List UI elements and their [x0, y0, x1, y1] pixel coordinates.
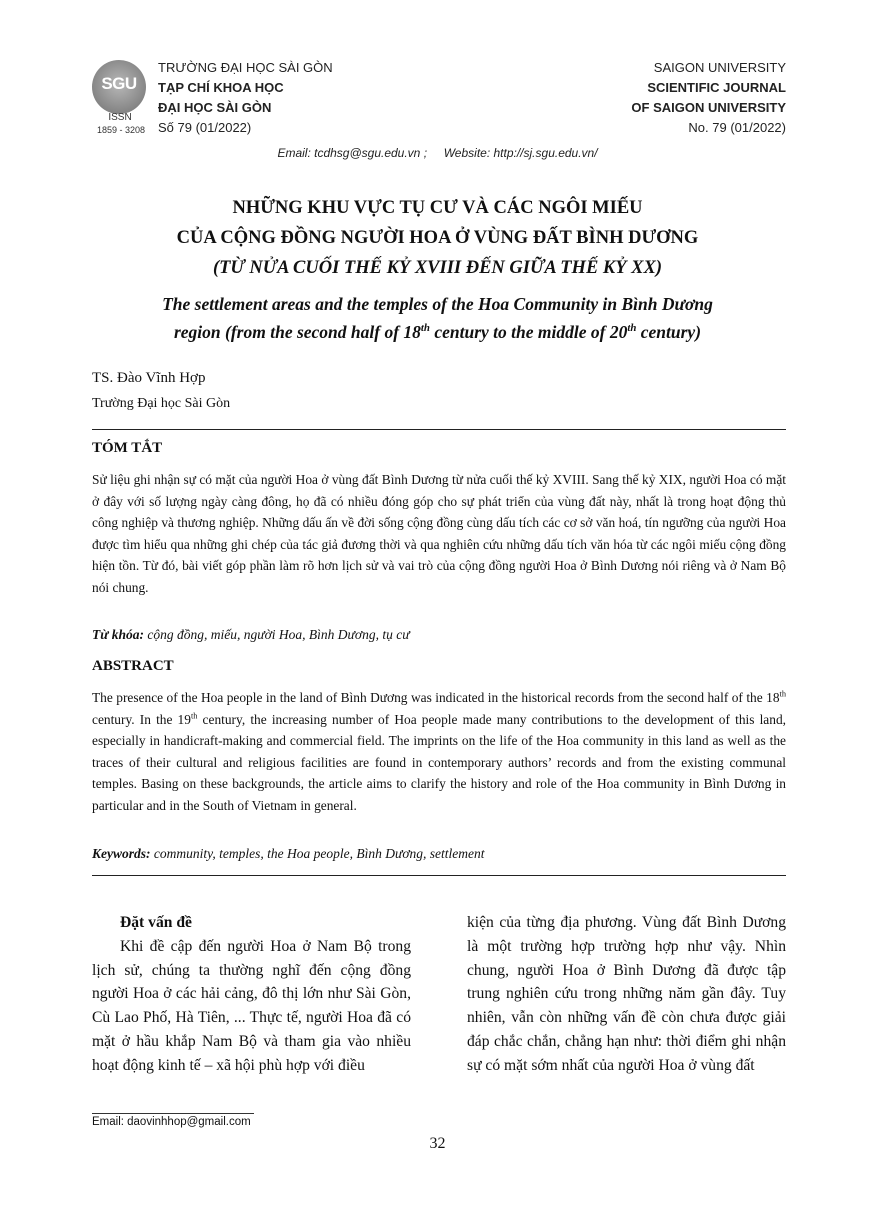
header-right-journal-2: OF SAIGON UNIVERSITY	[631, 100, 786, 115]
journal-contact: Email: tcdhsg@sgu.edu.vn ; Website: http://sj.sgu.edu.vn/	[277, 146, 598, 160]
abstract-text	[92, 687, 786, 817]
abstract-text-c: century, the increasing number of Hoa people made many contributions to the development of this land, especially in handicraft-making and commercial field. The imprints on the life of the Hoa community in this land as well as the traces of their cultural and religious facilities are found in contemporary authors’ records and from the existing communal temples. Basing on these backgrounds, the article aims to clarify the history and role of the Hoa community in Bình Dương in particular and in the South of Vietnam in general.	[92, 711, 786, 813]
header-right-university: SAIGON UNIVERSITY	[653, 60, 786, 75]
title-en-sup1: th	[420, 322, 430, 335]
header-right-journal: SCIENTIFIC JOURNAL	[647, 80, 786, 95]
abstract-keywords-text: community, temples, the Hoa people, Bình Dương, settlement	[150, 846, 485, 861]
header-left-university: TRƯỜNG ĐẠI HỌC SÀI GÒN	[158, 60, 333, 75]
footnote-email: Email: daovinhhop@gmail.com	[92, 1116, 251, 1128]
title-en-part-c: century)	[636, 322, 702, 342]
abstract-keywords	[92, 846, 786, 862]
abstract-sup1: th	[779, 689, 786, 699]
body-right-column	[467, 911, 786, 1078]
page-number: 32	[429, 1135, 446, 1152]
header-left-journal-2: ĐẠI HỌC SÀI GÒN	[158, 100, 272, 115]
summary-keywords-text: cộng đồng, miếu, người Hoa, Bình Dương, tụ cư	[143, 627, 410, 642]
author-affiliation: Trường Đại học Sài Gòn	[92, 396, 231, 411]
author-name: TS. Đào Vĩnh Hợp	[92, 370, 206, 386]
abstract-keywords-label: Keywords:	[92, 846, 151, 861]
summary-text: Sử liệu ghi nhận sự có mặt của người Hoa ở vùng đất Bình Dương từ nửa cuối thế kỷ XVIII. Sang thế kỷ XIX, người Hoa có mặt ở đây với số lượng ngày càng đông, họ đã có nhiều đóng góp cho sự phát triển của vùng đất này, nhất là trong hoạt động thủ công nghiệp và thương nghiệp. Những dấu ấn về đời sống cộng đồng cùng dấu tích các cơ sở văn hoá, tín ngưỡng của người Hoa được tìm hiểu qua những ghi chép của tác giả đương thời và qua nghiên cứu những dấu tích văn hóa từ các ngôi miếu cộng đồng hiện tồn. Từ đó, bài viết góp phần làm rõ hơn lịch sử và vai trò của cộng đồng người Hoa ở Bình Dương nói riêng và ở Nam Bộ nói chung.	[92, 472, 786, 595]
summary-keywords-label: Từ khóa:	[92, 627, 144, 642]
summary-keywords	[92, 627, 786, 643]
summary-heading: TÓM TẮT	[92, 440, 163, 456]
issn-number: 1859 - 3208	[96, 125, 146, 135]
header-left	[158, 58, 333, 138]
abstract-text-a: The presence of the Hoa people in the land of Bình Dương was indicated in the historical records from the second half of the 18	[92, 690, 780, 705]
logo-text: SGU	[101, 74, 137, 93]
abstract-sup2: th	[190, 711, 198, 721]
footnote-rule	[92, 1113, 254, 1114]
header-left-journal: TẠP CHÍ KHOA HỌC	[158, 80, 284, 95]
body-left-column	[92, 911, 411, 1078]
title-vi-line2: CỦA CỘNG ĐỒNG NGƯỜI HOA Ở VÙNG ĐẤT BÌNH DƯƠNG	[176, 228, 699, 248]
title-en-line2	[40, 318, 835, 346]
header-right	[631, 58, 786, 138]
title-en-sup2: th	[627, 322, 637, 335]
divider-bottom	[92, 875, 786, 876]
title-en-line1: The settlement areas and the temples of the Hoa Community in Bình Dương	[162, 294, 713, 314]
title-en-part-a: region (from the second half of 18	[173, 322, 421, 342]
title-vi-line1: NHỮNG KHU VỰC TỤ CƯ VÀ CÁC NGÔI MIẾU	[232, 198, 643, 218]
header-right-issue: No. 79 (01/2022)	[688, 120, 786, 135]
abstract-heading: ABSTRACT	[92, 658, 174, 674]
issn-label: ISSN	[108, 112, 132, 123]
journal-logo	[92, 60, 146, 114]
body-right-paragraph: kiện của từng địa phương. Vùng đất Bình Dương là một trường hợp trường hợp như vậy. Nhìn chung, người Hoa ở Bình Dương đã được tập trung nghiên cứu trong những năm gần đây. Tuy nhiên, vẫn còn những vấn đề còn chưa được giải đáp chắc chắn, chẳng hạn như: thời điểm ghi nhận sự có mặt sớm nhất của người Hoa ở vùng đất	[467, 914, 786, 1074]
title-vi-line3: (TỪ NỬA CUỐI THẾ KỶ XVIII ĐẾN GIỮA THẾ KỶ XX)	[212, 258, 663, 278]
abstract-text-b: century. In the 19	[92, 711, 191, 727]
header-left-issue: Số 79 (01/2022)	[158, 120, 252, 135]
divider-top	[92, 429, 786, 430]
body-heading: Đặt vấn đề	[120, 914, 192, 931]
body-left-paragraph: Khi đề cập đến người Hoa ở Nam Bộ trong lịch sử, chúng ta thường nghĩ đến cộng đồng người Hoa ở các hải cảng, đô thị lớn như Sài Gòn, Cù Lao Phố, Hà Tiên, ... Thực tế, người Hoa đã có mặt ở hầu khắp Nam Bộ và tham gia vào nhiều hoạt động kinh tế – xã hội phù hợp với điều	[92, 937, 411, 1074]
title-en-part-b: century to the middle of 20	[429, 322, 628, 342]
